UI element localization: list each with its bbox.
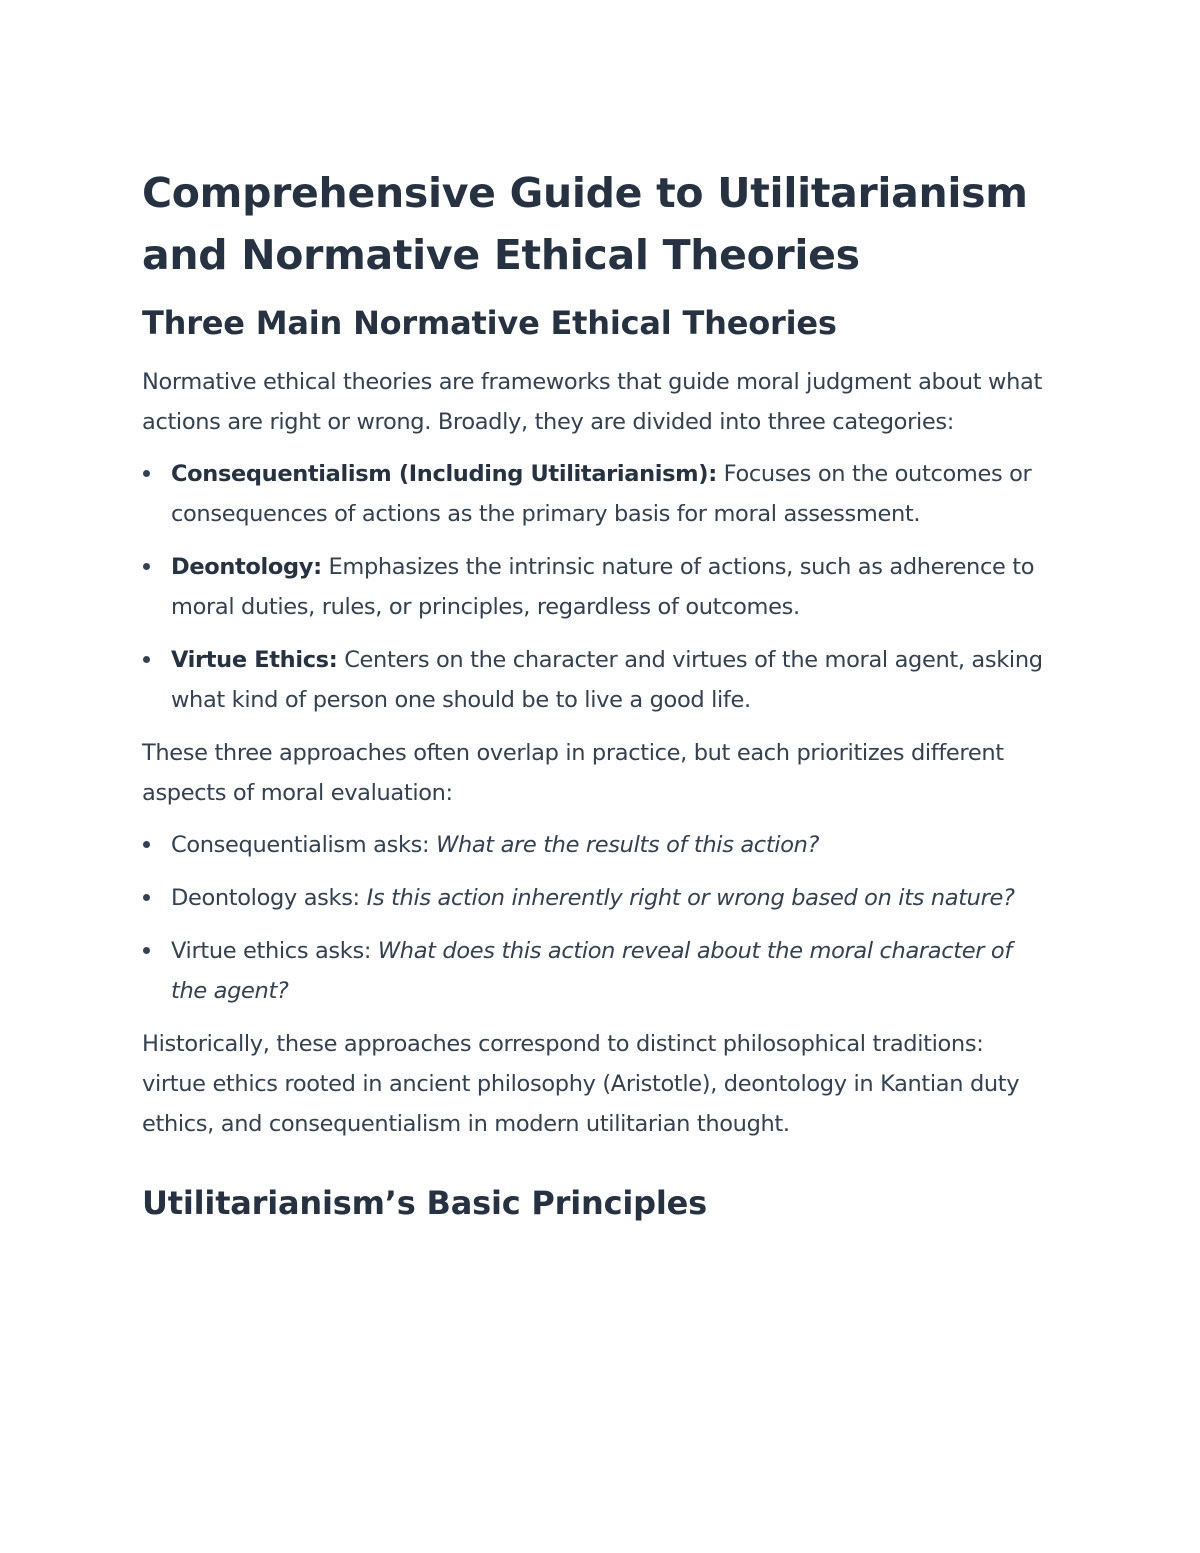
- question-text: What does this action reveal about the moral character of the agent?: [171, 938, 1012, 1004]
- list-item-consequentialism: [142, 454, 1052, 534]
- bullet-icon: [143, 894, 150, 901]
- question-lead: Virtue ethics asks:: [171, 938, 378, 964]
- term-label: Consequentialism (Including Utilitarianism):: [171, 461, 717, 487]
- question-text: What are the results of this action?: [436, 832, 820, 858]
- questions-list: [142, 825, 1052, 1011]
- bullet-icon: [143, 656, 150, 663]
- section-heading-theories: Three Main Normative Ethical Theories: [142, 304, 837, 342]
- bullet-icon: [143, 563, 150, 570]
- intro-paragraph: Normative ethical theories are frameworks that guide moral judgment about what actions are right or wrong. Broadly, they are divided into three categories:: [142, 369, 1042, 435]
- document-title: Comprehensive Guide to Utilitarianism and Normative Ethical Theories: [142, 169, 1028, 279]
- section-heading-utilitarianism: Utilitarianism’s Basic Principles: [142, 1184, 707, 1222]
- bullet-icon: [143, 947, 150, 954]
- question-lead: Deontology asks:: [171, 885, 367, 911]
- term-description: Emphasizes the intrinsic nature of actions, such as adherence to moral duties, rules, or principles, regardless of outcomes.: [171, 554, 1035, 620]
- list-item-virtue-ethics: [142, 640, 1052, 720]
- term-description: Centers on the character and virtues of the moral agent, asking what kind of person one should be to live a good life.: [171, 647, 1043, 713]
- bullet-icon: [143, 841, 150, 848]
- overlap-paragraph: These three approaches often overlap in practice, but each prioritizes different aspects of moral evaluation:: [142, 740, 1004, 806]
- list-item-deontology-question: [142, 878, 1052, 918]
- theories-list: [142, 454, 1052, 720]
- list-item-virtue-ethics-question: [142, 931, 1052, 1011]
- document-page: [142, 162, 1052, 1242]
- term-label: Deontology:: [171, 554, 322, 580]
- term-label: Virtue Ethics:: [171, 647, 338, 673]
- question-lead: Consequentialism asks:: [171, 832, 437, 858]
- bullet-icon: [143, 470, 150, 477]
- term-description: Focuses on the outcomes or consequences of actions as the primary basis for moral assessment.: [171, 461, 1032, 527]
- list-item-deontology: [142, 547, 1052, 627]
- list-item-consequentialism-question: [142, 825, 1052, 865]
- history-paragraph: Historically, these approaches correspond to distinct philosophical traditions: virtue ethics rooted in ancient philosophy (Aristotle), deontology in Kantian duty ethics, and consequentialism in modern utilitarian thought.: [142, 1031, 1020, 1137]
- question-text: Is this action inherently right or wrong based on its nature?: [366, 885, 1015, 911]
